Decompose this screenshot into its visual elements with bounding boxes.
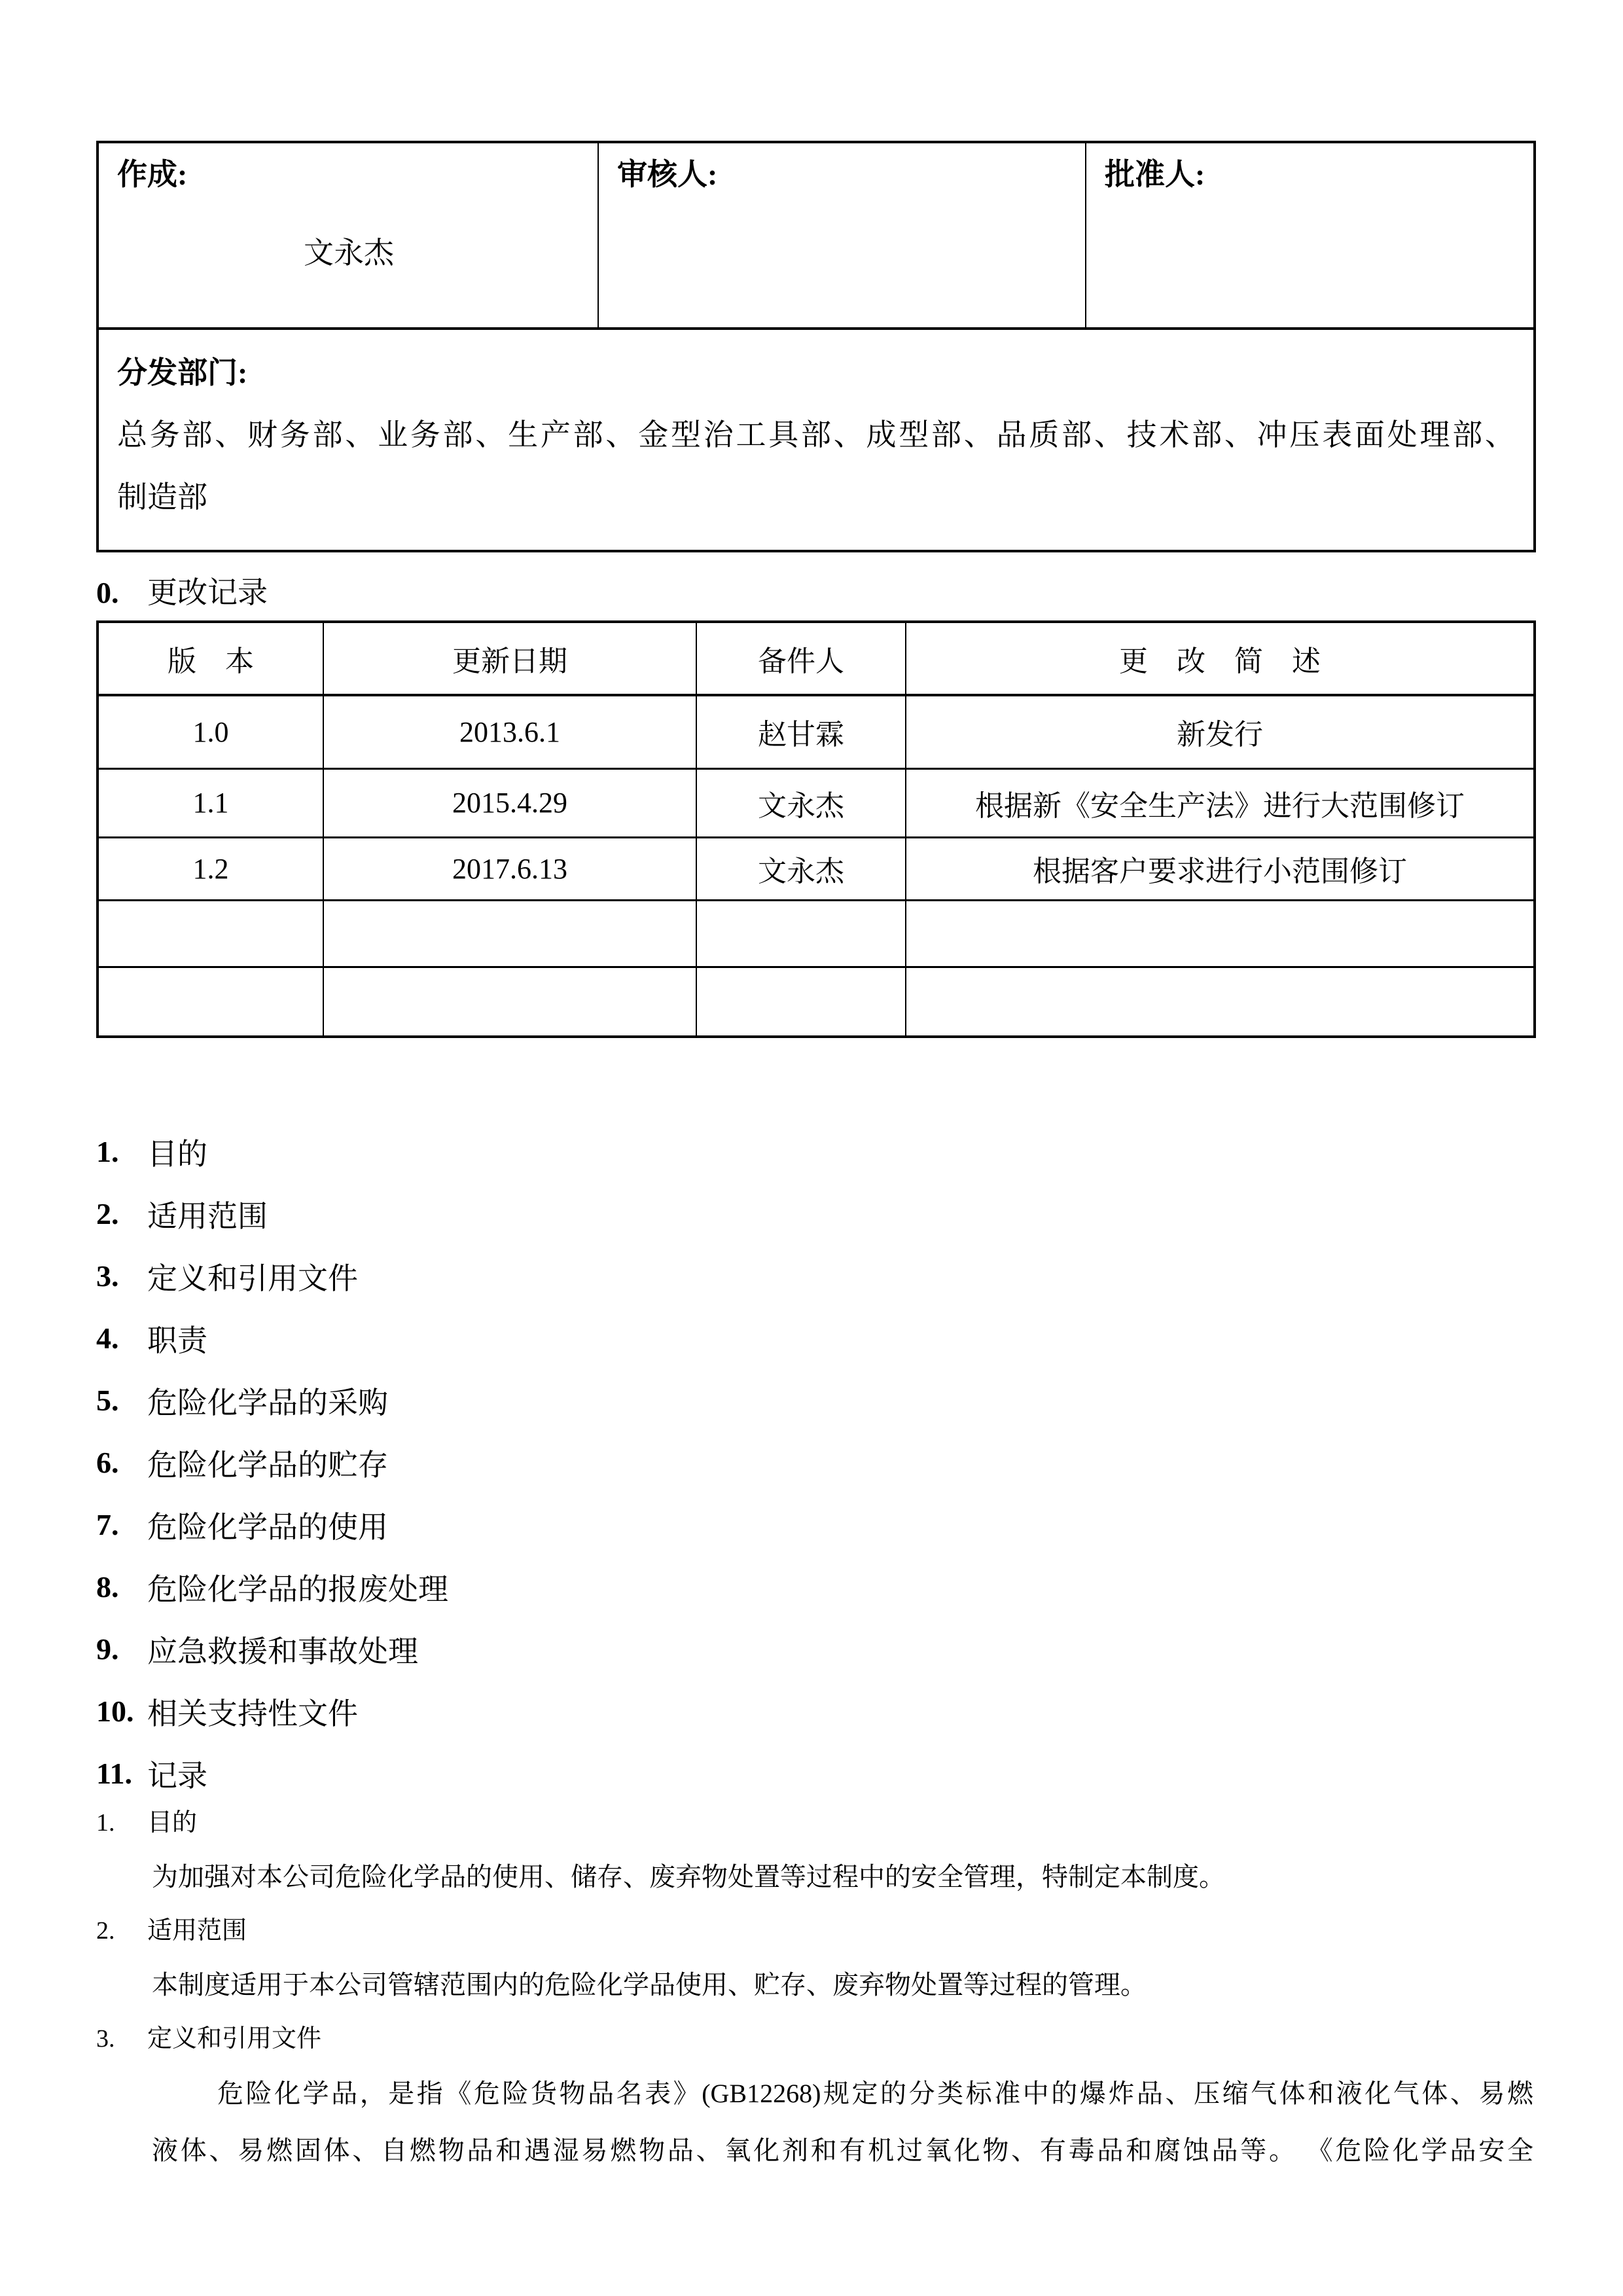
section-3-body-line1: 危险化学品，是指《危险货物品名表》(GB12268)规定的分类标准中的爆炸品、压缩气体和液化气体、易燃 <box>217 2079 1533 2108</box>
toc-item-number: 3. <box>96 1259 119 1293</box>
reviewer-cell <box>598 142 1086 329</box>
toc-item-7 <box>96 1494 448 1556</box>
distribution-row <box>98 329 1535 551</box>
section-3-body <box>152 2065 1533 2179</box>
toc-item-label: 危险化学品的报废处理 <box>147 1572 448 1606</box>
toc-list <box>96 1121 448 1804</box>
toc-item-10 <box>96 1680 448 1742</box>
approver-label: 批准人: <box>1105 158 1205 191</box>
toc-item-label: 危险化学品的使用 <box>147 1510 388 1544</box>
version-cell: 1.1 <box>98 768 323 837</box>
approval-table <box>96 141 1536 552</box>
section-2-heading <box>96 1905 1533 1957</box>
change-record-heading-number: 0. <box>96 576 119 609</box>
toc-item-8 <box>96 1556 448 1618</box>
table-row <box>98 837 1535 900</box>
col-header-version: 版 本 <box>98 622 323 695</box>
created-label: 作成: <box>117 158 188 191</box>
toc-item-label: 应急救援和事故处理 <box>147 1634 418 1668</box>
change-record-header-row <box>98 622 1535 695</box>
table-row-empty <box>98 900 1535 967</box>
section-number: 3. <box>96 2025 115 2053</box>
toc-item-label: 职责 <box>147 1323 207 1357</box>
distribution-cell <box>98 329 1535 551</box>
toc-item-number: 2. <box>96 1197 119 1230</box>
version-cell <box>98 967 323 1037</box>
summary-cell: 根据客户要求进行小范围修订 <box>906 837 1535 900</box>
toc-item-number: 9. <box>96 1632 119 1666</box>
toc-item-label: 危险化学品的采购 <box>147 1386 388 1420</box>
toc-item-6 <box>96 1431 448 1494</box>
toc-item-number: 6. <box>96 1446 119 1479</box>
section-1-body: 为加强对本公司危险化学品的使用、储存、废弃物处置等过程中的安全管理，特制定本制度。 <box>152 1862 1225 1892</box>
editor-cell: 文永杰 <box>696 837 906 900</box>
date-cell: 2017.6.13 <box>323 837 696 900</box>
toc-item-label: 适用范围 <box>147 1199 268 1233</box>
date-cell <box>323 967 696 1037</box>
col-header-update-date: 更新日期 <box>323 622 696 695</box>
toc-item-label: 危险化学品的贮存 <box>147 1448 388 1482</box>
toc-item-3 <box>96 1245 448 1307</box>
change-record-heading-title: 更改记录 <box>147 576 268 609</box>
reviewer-label: 审核人: <box>617 158 718 191</box>
section-title: 适用范围 <box>147 1917 247 1945</box>
change-record-heading <box>96 575 268 611</box>
summary-cell: 新发行 <box>906 695 1535 768</box>
toc-item-9 <box>96 1618 448 1680</box>
summary-cell: 根据新《安全生产法》进行大范围修订 <box>906 768 1535 837</box>
toc-item-label: 记录 <box>147 1759 207 1793</box>
toc-item-label: 相关支持性文件 <box>147 1696 358 1731</box>
toc-item-2 <box>96 1183 448 1245</box>
toc-item-number: 11. <box>96 1757 132 1790</box>
toc-item-label: 定义和引用文件 <box>147 1261 358 1295</box>
created-name: 文永杰 <box>304 236 394 270</box>
editor-cell <box>696 900 906 967</box>
toc-item-label: 目的 <box>147 1137 207 1171</box>
toc-item-1 <box>96 1121 448 1183</box>
toc-item-number: 1. <box>96 1135 119 1168</box>
section-3-body-line2: 液体、易燃固体、自燃物品和遇湿易燃物品、氧化剂和有机过氧化物、有毒品和腐蚀品等。 《危险化学品安全 <box>152 2136 1533 2165</box>
version-cell: 1.0 <box>98 695 323 768</box>
section-3-heading <box>96 2013 1533 2065</box>
table-row <box>98 768 1535 837</box>
toc-item-number: 8. <box>96 1570 119 1604</box>
section-2-body: 本制度适用于本公司管辖范围内的危险化学品使用、贮存、废弃物处置等过程的管理。 <box>152 1970 1147 2000</box>
summary-cell <box>906 967 1535 1037</box>
distribution-departments-line1: 总务部、财务部、业务部、生产部、金型治工具部、成型部、品质部、技术部、冲压表面处理部、 <box>117 418 1515 452</box>
summary-cell <box>906 900 1535 967</box>
section-title: 定义和引用文件 <box>147 2025 322 2053</box>
toc-item-4 <box>96 1307 448 1369</box>
toc-item-5 <box>96 1369 448 1431</box>
section-number: 1. <box>96 1809 115 1837</box>
distribution-departments-line2: 制造部 <box>117 480 207 514</box>
toc-item-number: 4. <box>96 1321 119 1355</box>
editor-cell <box>696 967 906 1037</box>
table-row <box>98 695 1535 768</box>
col-header-editor: 备件人 <box>696 622 906 695</box>
body-sections <box>96 1797 1533 2179</box>
change-record-table <box>96 620 1536 1038</box>
toc-item-number: 10. <box>96 1695 134 1728</box>
date-cell: 2015.4.29 <box>323 768 696 837</box>
toc-item-number: 7. <box>96 1508 119 1541</box>
editor-cell: 文永杰 <box>696 768 906 837</box>
editor-cell: 赵甘霖 <box>696 695 906 768</box>
toc-item-11 <box>96 1742 448 1804</box>
version-cell: 1.2 <box>98 837 323 900</box>
date-cell: 2013.6.1 <box>323 695 696 768</box>
date-cell <box>323 900 696 967</box>
approver-cell <box>1086 142 1535 329</box>
table-row-empty <box>98 967 1535 1037</box>
section-number: 2. <box>96 1917 115 1945</box>
created-cell <box>98 142 598 329</box>
col-header-change-summary: 更 改 简 述 <box>906 622 1535 695</box>
section-title: 目的 <box>147 1809 198 1837</box>
section-1-heading <box>96 1797 1533 1849</box>
distribution-label: 分发部门: <box>117 356 248 389</box>
version-cell <box>98 900 323 967</box>
approval-sign-row <box>98 142 1535 329</box>
toc-item-number: 5. <box>96 1384 119 1417</box>
